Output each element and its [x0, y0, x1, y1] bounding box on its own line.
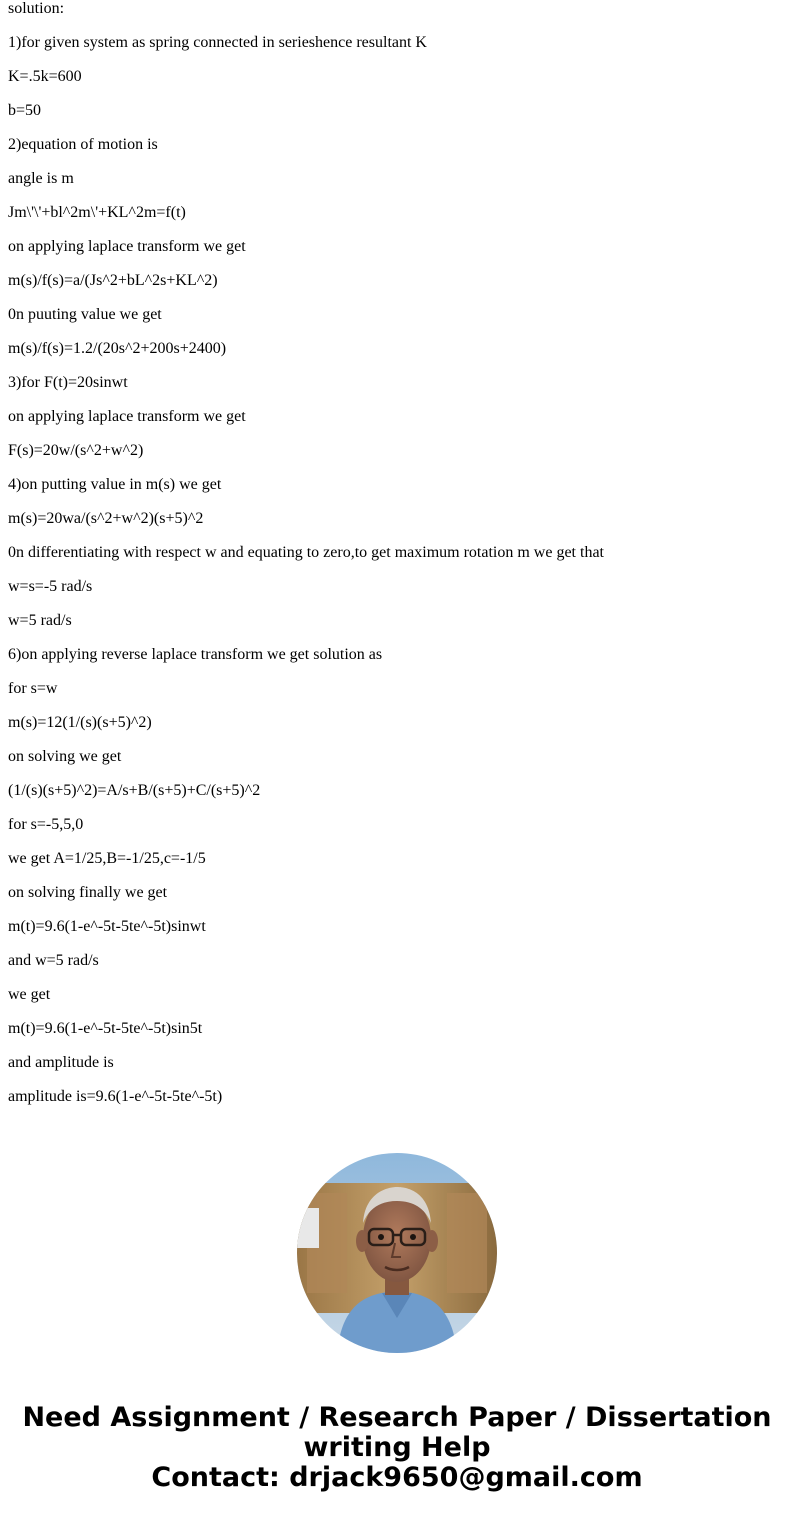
- solution-line: K=.5k=600: [8, 68, 82, 85]
- author-photo: [297, 1153, 497, 1353]
- solution-line: 1)for given system as spring connected in serieshence resultant K: [8, 34, 427, 51]
- solution-line: and amplitude is: [8, 1054, 114, 1071]
- solution-line: b=50: [8, 102, 42, 119]
- solution-line: for s=w: [8, 680, 58, 697]
- solution-line: 3)for F(t)=20sinwt: [8, 374, 128, 391]
- solution-line: w=5 rad/s: [8, 612, 72, 629]
- solution-line: amplitude is=9.6(1-e^-5t-5te^-5t): [8, 1088, 223, 1105]
- solution-line: 0n puuting value we get: [8, 306, 162, 323]
- solution-line: on applying laplace transform we get: [8, 408, 246, 425]
- contact-line: Contact: drjack9650@gmail.com: [151, 1462, 643, 1493]
- solution-line: m(s)/f(s)=a/(Js^2+bL^2s+KL^2): [8, 272, 218, 289]
- solution-line: angle is m: [8, 170, 74, 187]
- solution-line: m(t)=9.6(1-e^-5t-5te^-5t)sin5t: [8, 1020, 203, 1037]
- solution-line: 2)equation of motion is: [8, 136, 158, 153]
- solution-line: 6)on applying reverse laplace transform we get solution as: [8, 646, 383, 663]
- solution-line: solution:: [8, 0, 65, 17]
- solution-line: for s=-5,5,0: [8, 816, 84, 833]
- solution-line: 0n differentiating with respect w and equating to zero,to get maximum rotation m we get that: [8, 544, 604, 561]
- solution-line: F(s)=20w/(s^2+w^2): [8, 442, 144, 459]
- solution-line: on solving finally we get: [8, 884, 168, 901]
- promo-banner: [0, 1403, 794, 1493]
- solution-line: m(t)=9.6(1-e^-5t-5te^-5t)sinwt: [8, 918, 206, 935]
- promo-line: writing Help: [303, 1432, 491, 1463]
- solution-line: and w=5 rad/s: [8, 952, 99, 969]
- solution-line: (1/(s)(s+5)^2)=A/s+B/(s+5)+C/(s+5)^2: [8, 782, 261, 799]
- solution-line: on solving we get: [8, 748, 122, 765]
- promo-line: Need Assignment / Research Paper / Dissertation: [22, 1402, 772, 1433]
- solution-line: on applying laplace transform we get: [8, 238, 246, 255]
- solution-line: 4)on putting value in m(s) we get: [8, 476, 222, 493]
- solution-line: we get A=1/25,B=-1/25,c=-1/5: [8, 850, 206, 867]
- solution-line: m(s)=12(1/(s)(s+5)^2): [8, 714, 152, 731]
- solution-line: we get: [8, 986, 51, 1003]
- solution-line: Jm\'\'+bl^2m\'+KL^2m=f(t): [8, 204, 186, 221]
- solution-line: m(s)/f(s)=1.2/(20s^2+200s+2400): [8, 340, 227, 357]
- solution-line: w=s=-5 rad/s: [8, 578, 93, 595]
- solution-line: m(s)=20wa/(s^2+w^2)(s+5)^2: [8, 510, 204, 527]
- solution-text: [8, 0, 788, 1122]
